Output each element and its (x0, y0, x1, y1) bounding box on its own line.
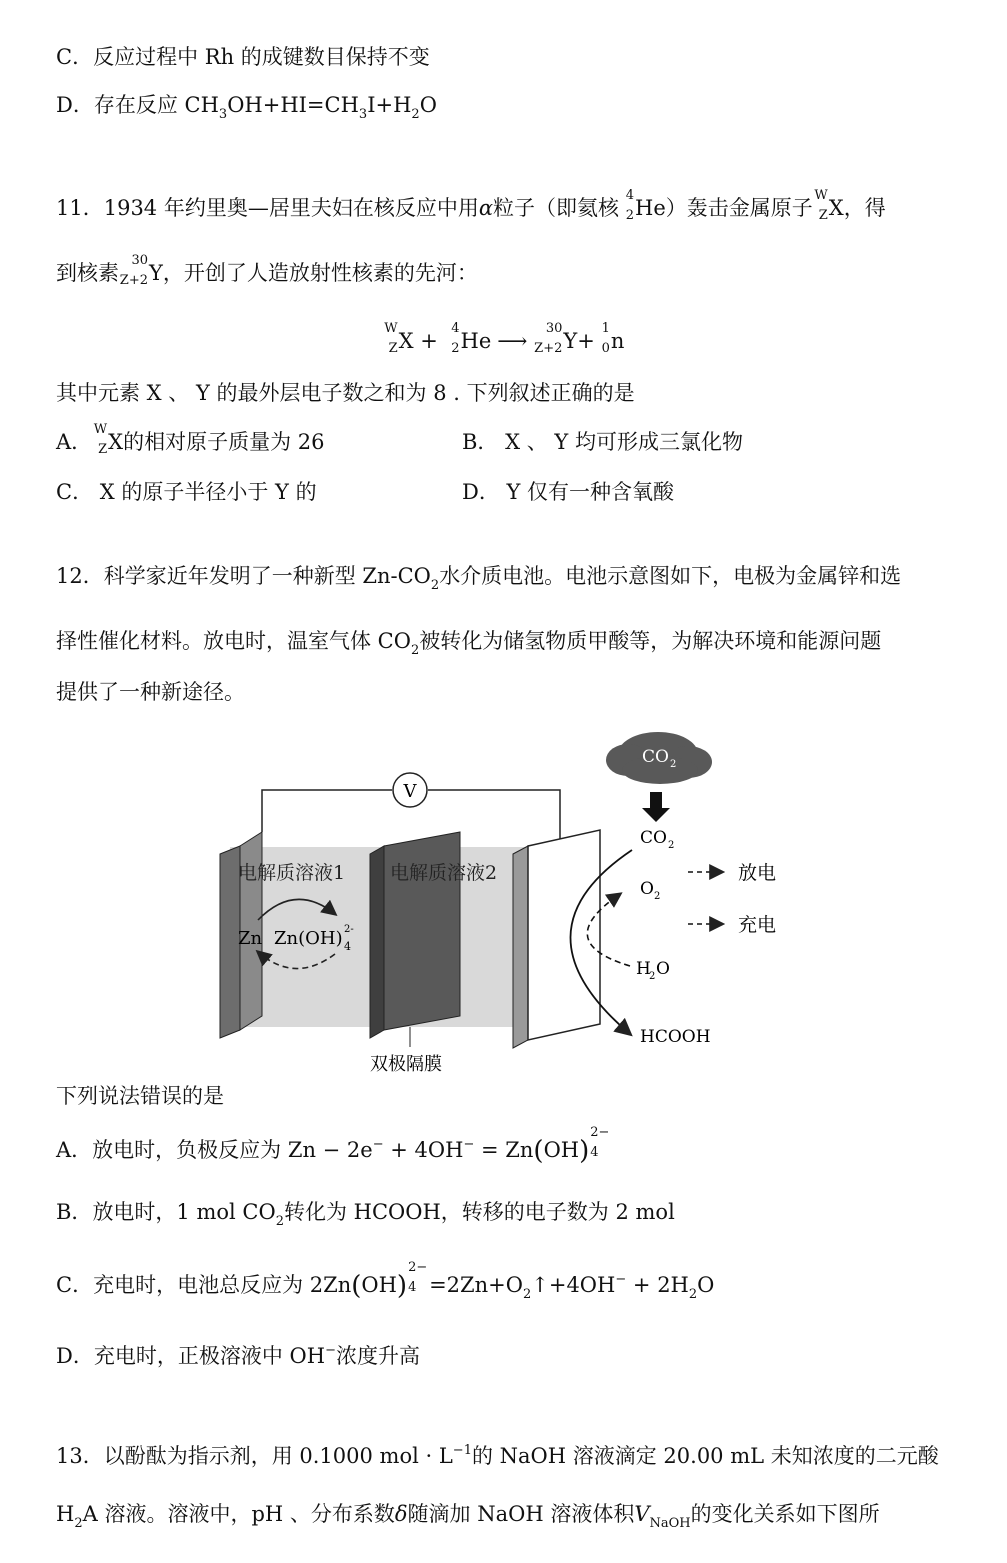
legend-charge-label: 充电 (738, 914, 777, 936)
text: A 溶液。溶液中，pH 、分布系数 (82, 1502, 395, 1526)
charge: 2− (408, 1260, 428, 1275)
ion-indices (589, 1125, 611, 1160)
volume-symbol: V (634, 1502, 650, 1526)
option-label: D． (56, 93, 94, 117)
text: 13．以酚酞为指示剂，用 0.1000 mol · L (56, 1444, 453, 1468)
option-label: C． (56, 45, 94, 69)
formula-part: + 4OH (383, 1138, 464, 1162)
formula-part: OH (543, 1138, 580, 1162)
zincate-label: Zn(OH) (274, 928, 343, 949)
element-symbol: X (398, 329, 414, 353)
formula-part: OH (361, 1273, 397, 1297)
text: ，开创了人造放射性核素的先河： (162, 261, 478, 285)
q11-option-c: C． X 的原子半径小于 Y 的 (56, 480, 317, 504)
formula-part: 浓度升高 (335, 1344, 420, 1368)
q12-stem-line1 (56, 561, 901, 601)
subscript: 3 (218, 107, 228, 122)
formula-part: 充电时，正极溶液中 OH (93, 1344, 326, 1368)
subscript: 2 (74, 1516, 83, 1531)
subscript: 2 (410, 643, 420, 658)
q12-stem-line3: 提供了一种新途径。 (56, 680, 245, 704)
mass-number: 4 (625, 188, 635, 203)
q12-option-a (56, 1125, 611, 1166)
q11-stem-line2 (56, 253, 478, 288)
text: 12．科学家近年发明了一种新型 Zn-CO (56, 564, 431, 588)
element-symbol: He (460, 329, 492, 353)
legend-discharge-label: 放电 (738, 862, 777, 884)
cloud-co2-label: CO (642, 747, 669, 767)
subscript: 2 (411, 107, 420, 122)
formula-part: =2Zn+O (429, 1273, 523, 1297)
q12-option-d (56, 1336, 420, 1371)
neutron-symbol: n (610, 329, 625, 353)
option-label: A． (56, 1138, 93, 1162)
text: 水介质电池。电池示意图如下，电极为金属锌和选 (439, 564, 902, 588)
q11-option-d: D． Y 仅有一种含氧酸 (462, 480, 675, 504)
mass-number: 1 (601, 321, 610, 336)
co2-label: CO (640, 828, 667, 848)
x-nuclide-indices (383, 321, 399, 356)
subscript: 2 (522, 1287, 532, 1302)
superscript: − (372, 1137, 384, 1152)
he-nuclide-indices (445, 321, 461, 356)
element-symbol: X (828, 196, 844, 220)
mass-number: 4 (451, 321, 460, 336)
text: 的变化关系如下图所 (690, 1502, 880, 1526)
element-symbol: X (108, 430, 124, 454)
mass-number: W (814, 188, 828, 203)
text: 11．1934 年约里奥—居里夫妇在核反应中用 (56, 196, 479, 220)
formula-part: I+H (367, 93, 412, 117)
text: 择性催化材料。放电时，温室气体 CO (56, 629, 411, 653)
y-nuclide-indices (533, 321, 563, 356)
x-nuclide-indices (92, 422, 108, 457)
atomic-number: Z (388, 341, 398, 356)
q12-option-b (56, 1197, 675, 1237)
mass-number: 30 (545, 321, 563, 336)
subscript: 3 (358, 107, 368, 122)
paren-close: ) (579, 1136, 590, 1166)
text: ，得 (843, 196, 886, 220)
text: ）轰击金属原子 (665, 196, 813, 220)
paren-open: ( (533, 1136, 544, 1166)
catalyst-electrode (528, 830, 600, 1040)
text: 到核素 (56, 261, 119, 285)
atomic-number: Z+2 (534, 341, 563, 356)
reaction-arrow: ⟶ (497, 329, 528, 353)
he-nuclide-indices (619, 188, 635, 223)
mass-number: W (93, 422, 108, 437)
ion-indices (407, 1260, 429, 1295)
subscript: 2 (275, 1214, 284, 1229)
h2o-label: H (636, 959, 651, 979)
text: 粒子（即氦核 (493, 196, 620, 220)
mass-number: 30 (131, 253, 148, 268)
text: 的 NaOH 溶液滴定 20.00 mL 未知浓度的二元酸 (471, 1444, 939, 1468)
alpha-symbol: α (478, 196, 494, 220)
superscript: − (325, 1343, 336, 1358)
zn-label: Zn (238, 928, 263, 949)
q13-stem-line2 (56, 1499, 880, 1539)
o2-subscript: 2 (654, 891, 661, 902)
atomic-number: Z (98, 442, 108, 457)
option-label: A． (56, 430, 93, 454)
battery-diagram (210, 722, 777, 1078)
q11-option-b: B． X 、 Y 均可形成三氯化物 (462, 430, 743, 454)
mass-number: W (384, 321, 398, 336)
h2o-label-o: O (656, 959, 670, 979)
element-symbol: Y (563, 329, 578, 353)
paren-close: ) (396, 1271, 408, 1301)
atomic-number: 2 (625, 208, 635, 223)
formula-part: O (419, 93, 437, 117)
formula-part: 放电时，负极反应为 Zn − 2e (92, 1138, 373, 1162)
formula-part: ↑+4OH (531, 1273, 616, 1297)
x-nuclide-indices (813, 188, 829, 223)
formula-part: 放电时，1 mol CO (92, 1200, 276, 1224)
q11-question: 其中元素 X 、 Y 的最外层电子数之和为 8 . 下列叙述正确的是 (56, 381, 635, 405)
text: 随滴加 NaOH 溶液体积 (407, 1502, 635, 1526)
h2o-subscript: 2 (649, 971, 656, 982)
option-text: 反应过程中 Rh 的成键数目保持不变 (93, 45, 430, 69)
formula-part: 存在反应 CH (93, 93, 219, 117)
formula-part: 充电时，电池总反应为 2Zn (93, 1273, 352, 1297)
atomic-number: 0 (601, 341, 610, 356)
formula-part: H (56, 1502, 75, 1526)
wire-left (262, 790, 392, 832)
q10-option-d (56, 90, 437, 130)
q12-question: 下列说法错误的是 (56, 1084, 224, 1108)
cloud-co2-subscript: 2 (670, 759, 677, 770)
q12-option-c (56, 1260, 715, 1310)
superscript: − (463, 1137, 475, 1152)
paren-open: ( (351, 1271, 362, 1301)
q11-stem-line1 (56, 188, 886, 223)
voltmeter-label: V (403, 781, 417, 802)
hcooh-label: HCOOH (640, 1027, 711, 1047)
formula-part: OH+HI=CH (227, 93, 359, 117)
text: 被转化为储氢物质甲酸等，为解决环境和能源问题 (419, 629, 882, 653)
catalyst-electrode-side (513, 846, 528, 1048)
membrane-label: 双极隔膜 (370, 1054, 442, 1075)
electrolyte1-label: 电解质溶液1 (238, 862, 346, 884)
subscript: NaOH (649, 1516, 691, 1531)
charge: 2− (590, 1125, 610, 1140)
subscript: 2 (430, 578, 440, 593)
formula-part: + 2H (626, 1273, 689, 1297)
nuclear-equation (0, 321, 1007, 356)
delta-symbol: δ (394, 1502, 408, 1526)
co2-subscript: 2 (668, 840, 675, 851)
plus-sign: + (577, 329, 595, 353)
o2-label: O (640, 879, 654, 899)
option-label: C． (56, 1273, 94, 1297)
subscript: 4 (590, 1145, 599, 1160)
q11-option-a (56, 422, 325, 457)
q10-option-c (56, 42, 430, 72)
element-symbol: Y (149, 261, 163, 285)
subscript: 2 (688, 1287, 698, 1302)
q12-stem-line2 (56, 626, 881, 666)
neutron-indices (595, 321, 611, 356)
y-nuclide-indices (119, 253, 149, 288)
atomic-number: Z (818, 208, 828, 223)
option-label: D． (56, 1344, 94, 1368)
element-symbol: He (635, 196, 666, 220)
superscript: − (615, 1272, 627, 1287)
formula-part: = Zn (474, 1138, 534, 1162)
formula-part: 转化为 HCOOH，转移的电子数为 2 mol (284, 1200, 675, 1224)
membrane-side (370, 846, 384, 1038)
q13-stem-line1 (56, 1436, 939, 1471)
zn-electrode-side (220, 846, 240, 1038)
option-text: 的相对原子质量为 26 (123, 430, 325, 454)
atomic-number: 2 (451, 341, 460, 356)
superscript: −1 (452, 1443, 472, 1458)
subscript: 4 (408, 1280, 417, 1295)
zincate-subscript: 4 (344, 940, 351, 953)
option-label: B． (56, 1200, 93, 1224)
atomic-number: Z+2 (119, 273, 148, 288)
zincate-superscript: 2- (344, 924, 354, 935)
formula-part: O (697, 1273, 715, 1297)
electrolyte2-label: 电解质溶液2 (390, 862, 498, 884)
down-arrow-icon (642, 792, 670, 822)
plus-sign: + (413, 329, 445, 353)
